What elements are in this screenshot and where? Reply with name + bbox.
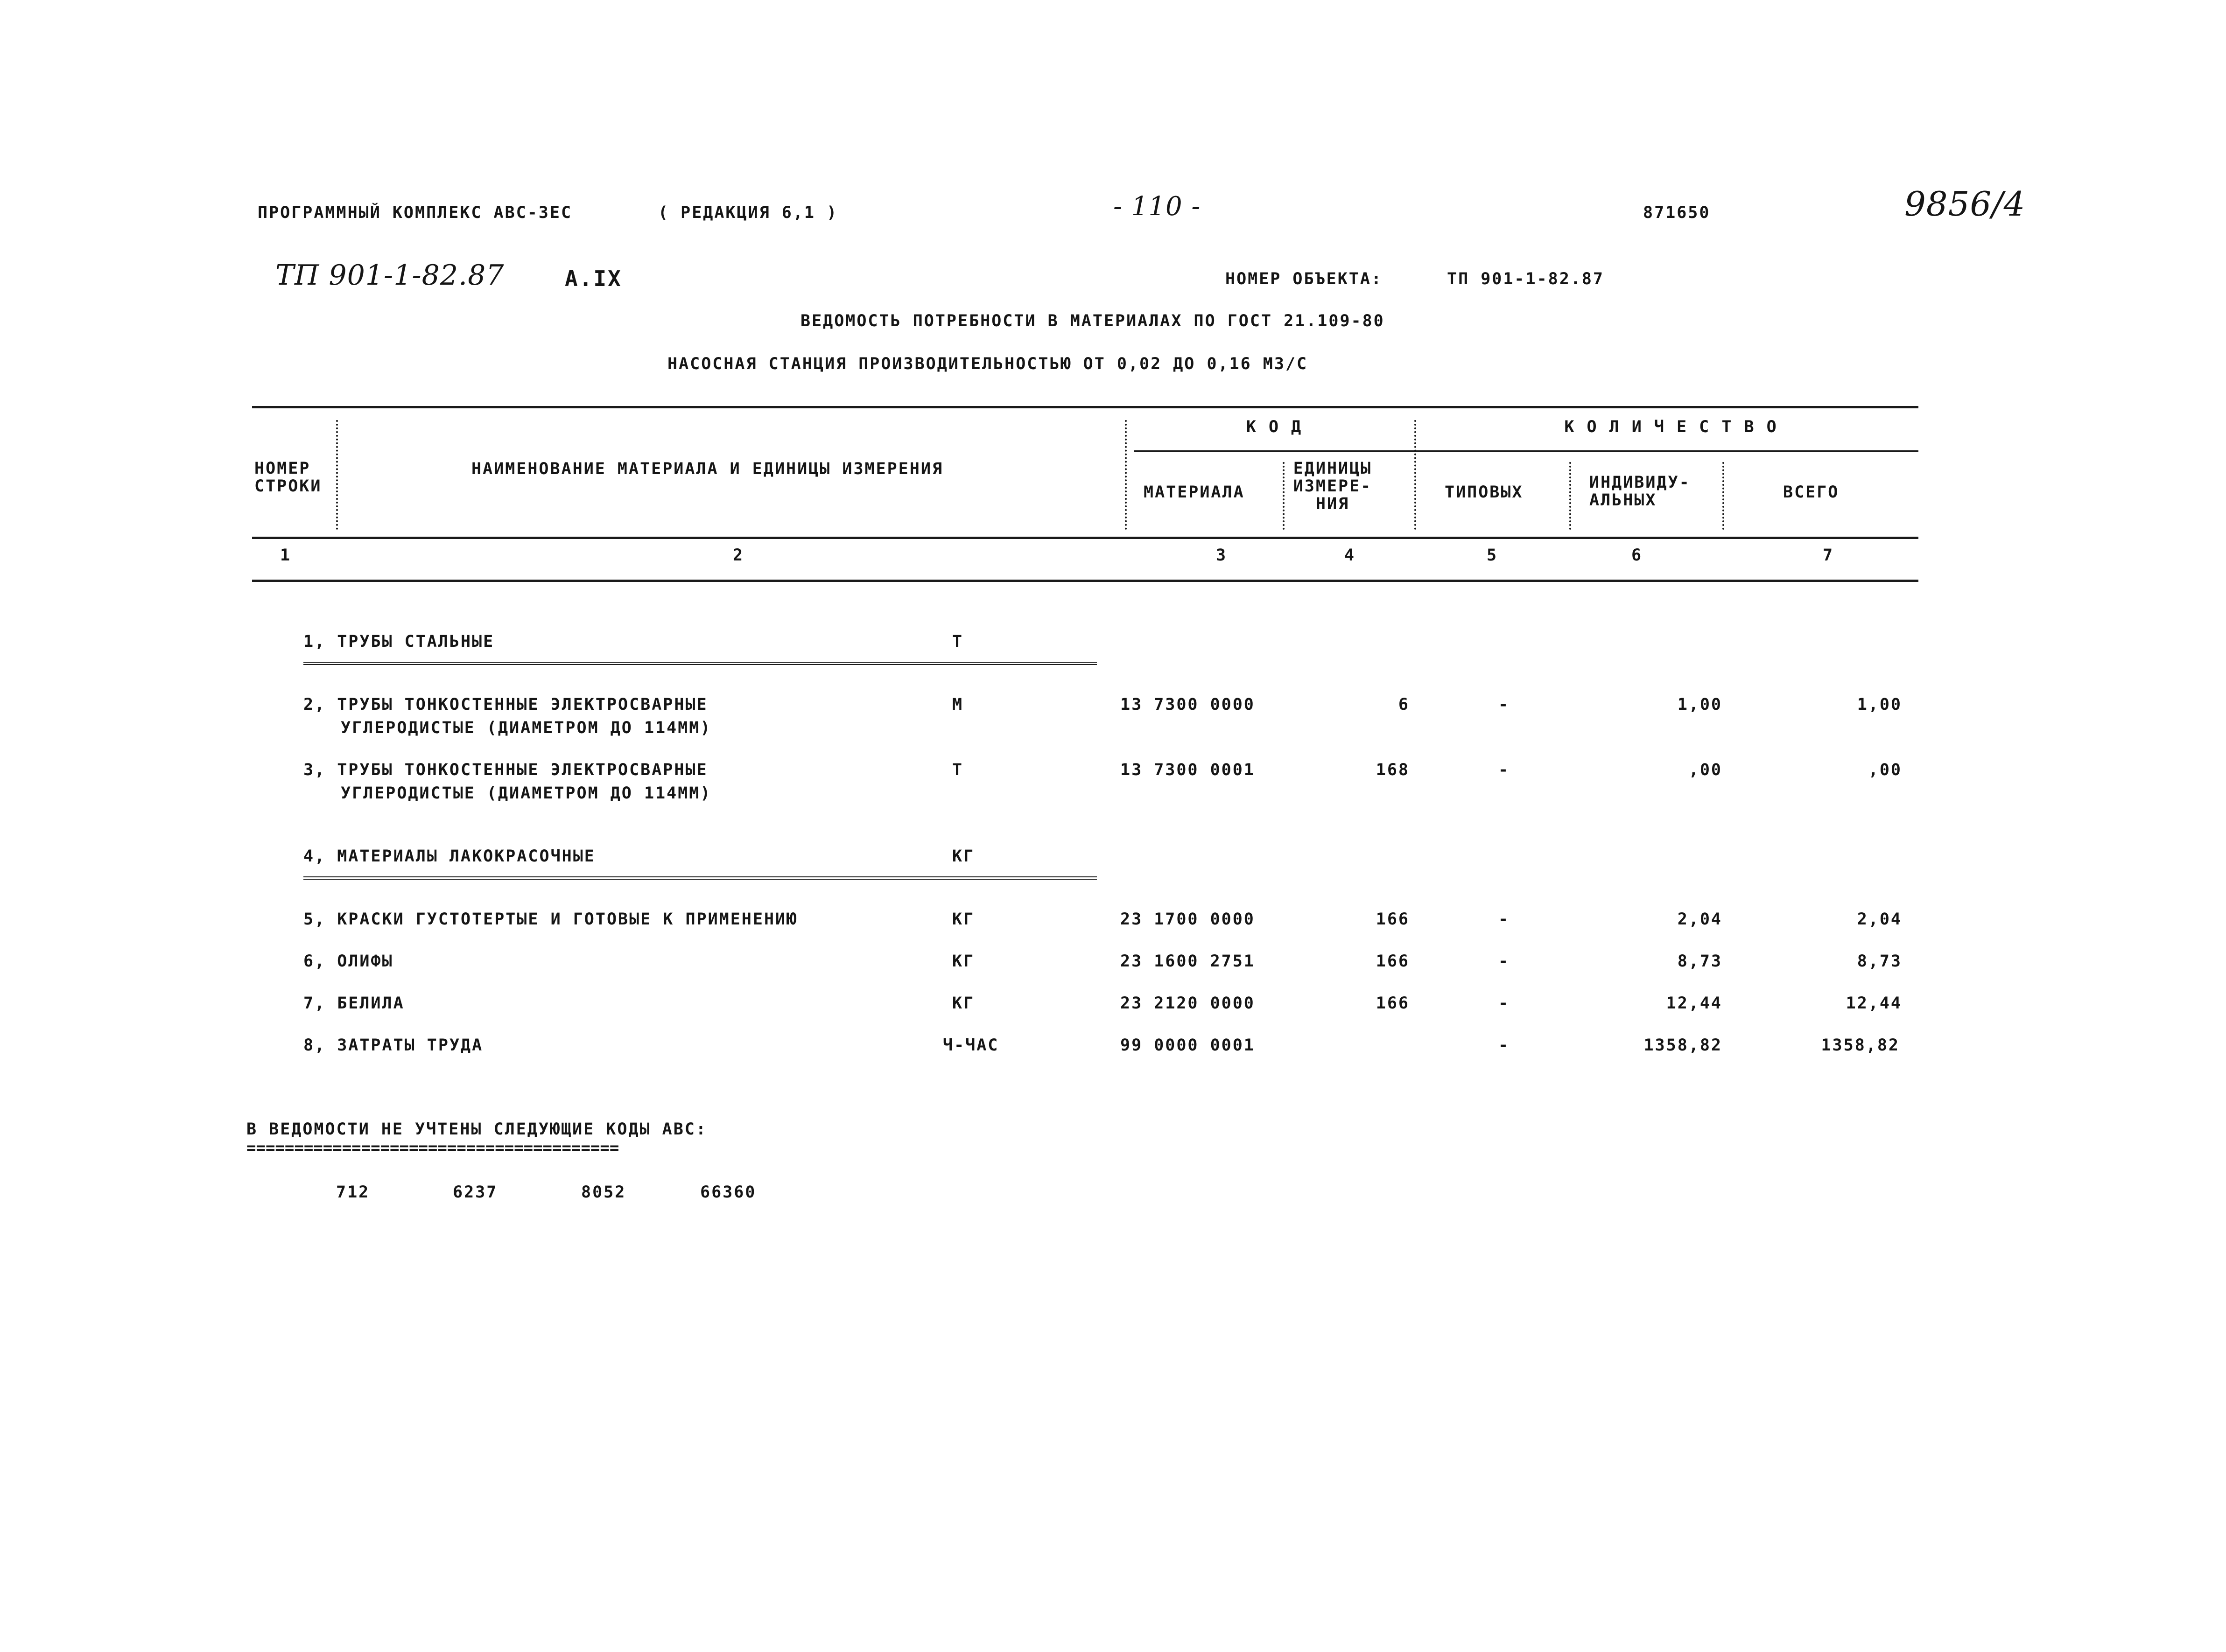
typical-header: ТИПОВЫХ: [1445, 483, 1524, 502]
table-row-typical: -: [1498, 952, 1510, 971]
table-row-code: 23 2120 0000: [1120, 994, 1255, 1013]
table-row-unit: Т: [952, 632, 964, 651]
table-row-individual: 1358,82: [1643, 1036, 1722, 1055]
table-top-rule: [252, 406, 1918, 408]
table-row-name: 1, ТРУБЫ СТАЛЬНЫЕ: [303, 632, 495, 651]
document-code: 871650: [1643, 203, 1711, 222]
sheet-reference: 9856/4: [1904, 184, 2026, 224]
col-number-3: 3: [1216, 546, 1228, 565]
table-row-typical: -: [1498, 761, 1510, 779]
col-separator: [1569, 462, 1571, 530]
table-row-name: 3, ТРУБЫ ТОНКОСТЕННЫЕ ЭЛЕКТРОСВАРНЫЕ: [303, 761, 708, 779]
table-row-typical: -: [1498, 910, 1510, 929]
table-row-typical: -: [1498, 994, 1510, 1013]
table-row-total: ,00: [1868, 761, 1902, 779]
excluded-code: 66360: [700, 1183, 757, 1202]
table-row-unit: КГ: [952, 952, 975, 971]
table-row-total: 1358,82: [1821, 1036, 1900, 1055]
table-row-name: 4, МАТЕРИАЛЫ ЛАКОКРАСОЧНЫЕ: [303, 847, 596, 866]
page-subtitle: НАСОСНАЯ СТАНЦИЯ ПРОИЗВОДИТЕЛЬНОСТЬЮ ОТ 0,02 ДО 0,16 М3/С: [667, 355, 1308, 373]
group-header-rule: [1134, 450, 1918, 452]
table-row-unit: М: [952, 695, 964, 714]
table-row-unit-code: 166: [1376, 952, 1410, 971]
col-separator: [1722, 462, 1724, 530]
page-title: ВЕДОМОСТЬ ПОТРЕБНОСТИ В МАТЕРИАЛАХ ПО ГОСТ 21.109-80: [801, 312, 1385, 330]
project-number: ТП 901-1-82.87: [275, 259, 505, 292]
material-name-header: НАИМЕНОВАНИЕ МАТЕРИАЛА И ЕДИНИЦЫ ИЗМЕРЕНИЯ: [471, 460, 944, 478]
col-number-1: 1: [280, 546, 292, 565]
program-name: ПРОГРАММНЫЙ КОМПЛЕКС АВС-3ЕС: [258, 203, 573, 222]
table-row-name: 8, ЗАТРАТЫ ТРУДА: [303, 1036, 484, 1055]
table-row-total: 2,04: [1857, 910, 1902, 929]
section-rule: [303, 876, 1097, 880]
table-row-name: 6, ОЛИФЫ: [303, 952, 393, 971]
table-row-code: 23 1700 0000: [1120, 910, 1255, 929]
table-row-name: 7, БЕЛИЛА: [303, 994, 405, 1013]
col-number-6: 6: [1631, 546, 1643, 565]
object-label: НОМЕР ОБЪЕКТА:: [1225, 270, 1383, 288]
table-row-typical: -: [1498, 1036, 1510, 1055]
col-separator: [1414, 420, 1416, 530]
table-row-individual: 8,73: [1677, 952, 1722, 971]
header-bottom-rule: [252, 537, 1918, 539]
individual-header: ИНДИВИДУ- АЛЬНЫХ: [1589, 473, 1691, 510]
table-row-name: 5, КРАСКИ ГУСТОТЕРТЫЕ И ГОТОВЫЕ К ПРИМЕНЕНИЮ: [303, 910, 798, 929]
quantity-group-header: К О Л И Ч Е С Т В О: [1564, 418, 1778, 436]
excluded-codes-note: В ВЕДОМОСТИ НЕ УЧТЕНЫ СЛЕДУЮЩИЕ КОДЫ АВС:: [246, 1120, 707, 1139]
table-row-total: 12,44: [1846, 994, 1902, 1013]
col-separator: [336, 420, 338, 530]
table-row-unit: КГ: [952, 847, 975, 866]
table-row-name: 2, ТРУБЫ ТОНКОСТЕННЫЕ ЭЛЕКТРОСВАРНЫЕ: [303, 695, 708, 714]
object-value: ТП 901-1-82.87: [1447, 270, 1605, 288]
section-rule: [303, 662, 1097, 665]
table-row-total: 1,00: [1857, 695, 1902, 714]
table-row-unit: КГ: [952, 910, 975, 929]
table-row-name-cont: УГЛЕРОДИСТЫЕ (ДИАМЕТРОМ ДО 114ММ): [341, 719, 712, 737]
edition: ( РЕДАКЦИЯ 6,1 ): [658, 203, 838, 222]
note-underline: =======================================: [246, 1139, 619, 1157]
album-number: А.IX: [565, 266, 622, 291]
table-row-code: 23 1600 2751: [1120, 952, 1255, 971]
col-number-5: 5: [1487, 546, 1498, 565]
table-row-unit-code: 6: [1398, 695, 1410, 714]
col-number-2: 2: [733, 546, 744, 565]
material-code-header: МАТЕРИАЛА: [1144, 483, 1245, 502]
page-number: - 110 -: [1113, 191, 1201, 222]
table-row-code: 13 7300 0000: [1120, 695, 1255, 714]
table-row-code: 13 7300 0001: [1120, 761, 1255, 779]
table-row-unit-code: 166: [1376, 994, 1410, 1013]
col-separator: [1125, 420, 1127, 530]
code-group-header: К О Д: [1246, 418, 1303, 436]
col-number-7: 7: [1823, 546, 1834, 565]
table-row-individual: 1,00: [1677, 695, 1722, 714]
excluded-code: 8052: [581, 1183, 626, 1202]
table-row-unit-code: 166: [1376, 910, 1410, 929]
table-row-individual: 12,44: [1666, 994, 1722, 1013]
table-row-unit: Т: [952, 761, 964, 779]
table-row-unit: Ч-ЧАС: [943, 1036, 999, 1055]
table-row-individual: ,00: [1688, 761, 1722, 779]
total-header: ВСЕГО: [1783, 483, 1840, 502]
col-number-4: 4: [1344, 546, 1356, 565]
table-row-individual: 2,04: [1677, 910, 1722, 929]
numbers-bottom-rule: [252, 580, 1918, 582]
table-row-name-cont: УГЛЕРОДИСТЫЕ (ДИАМЕТРОМ ДО 114ММ): [341, 784, 712, 803]
excluded-code: 712: [336, 1183, 370, 1202]
excluded-code: 6237: [453, 1183, 498, 1202]
col-separator: [1283, 462, 1285, 530]
unit-code-header: ЕДИНИЦЫ ИЗМЕРЕ- НИЯ: [1293, 459, 1372, 513]
table-row-code: 99 0000 0001: [1120, 1036, 1255, 1055]
table-row-total: 8,73: [1857, 952, 1902, 971]
table-row-unit: КГ: [952, 994, 975, 1013]
row-number-header: НОМЕР СТРОКИ: [254, 459, 322, 496]
table-row-unit-code: 168: [1376, 761, 1410, 779]
table-row-typical: -: [1498, 695, 1510, 714]
